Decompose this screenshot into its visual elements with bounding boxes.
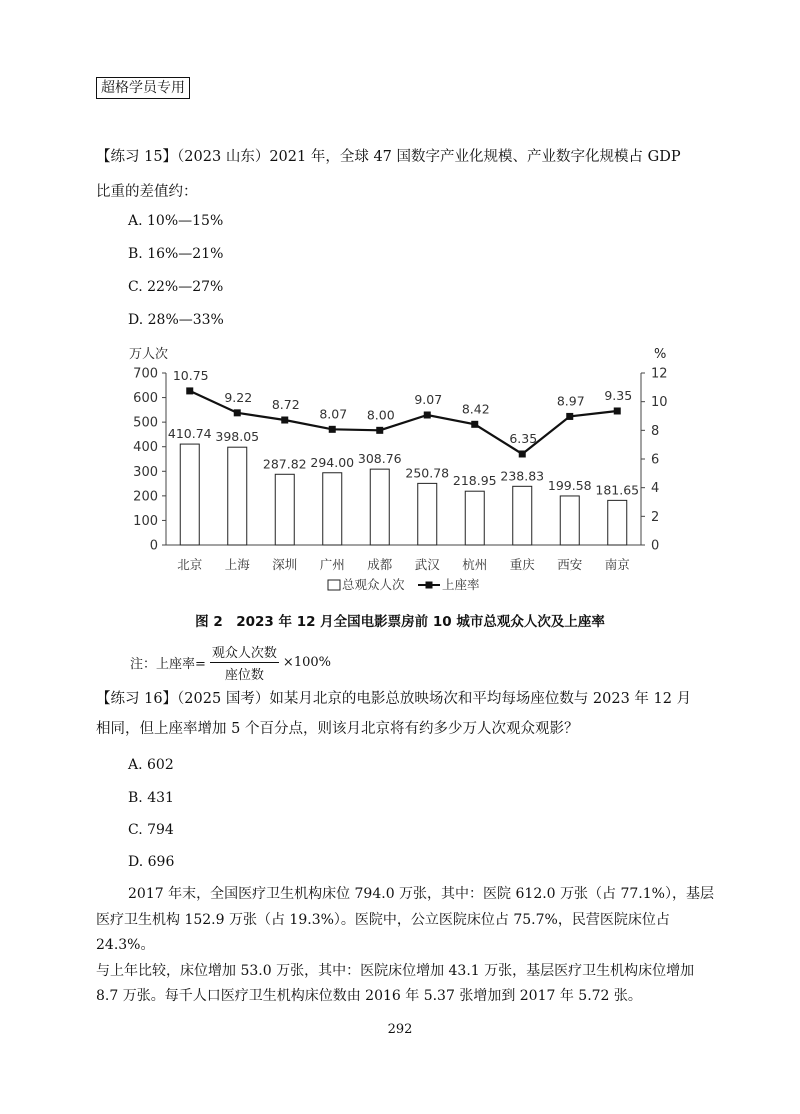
material-line-1: 2017 年末，全国医疗卫生机构床位 794.0 万张，其中：医院 612.0 万张（占 77.1%），基层 <box>128 886 714 902</box>
right-tick-label: 10 <box>651 395 668 411</box>
legend-line-marker <box>426 582 433 589</box>
bar <box>275 474 294 545</box>
question-15-line-1: 【练习 15】（2023 山东）2021 年，全球 47 国数字产业化规模、产业数字化规模占 GDP <box>96 149 681 165</box>
question-15-option-a: A. 10%—15% <box>128 213 224 229</box>
line-value-label: 9.07 <box>414 391 443 407</box>
bar-value-label: 238.83 <box>500 468 545 484</box>
question-16-stem <box>96 688 716 740</box>
right-tick-label: 0 <box>651 538 660 554</box>
formula-note <box>130 642 331 683</box>
line-value-label: 8.07 <box>319 406 348 422</box>
line-point <box>519 450 526 457</box>
left-tick-label: 300 <box>133 464 158 480</box>
left-axis-title: 万人次 <box>129 347 169 362</box>
left-tick-label: 700 <box>133 366 158 382</box>
bar <box>465 491 484 545</box>
bar-value-label: 199.58 <box>547 477 592 493</box>
line-point <box>234 409 241 416</box>
question-15-option-d: D. 28%—33% <box>128 312 224 328</box>
bar-value-label: 294.00 <box>310 454 355 470</box>
right-tick-label: 6 <box>651 452 660 468</box>
line-value-label: 8.97 <box>556 393 585 409</box>
category-label: 广州 <box>319 557 345 572</box>
bar <box>228 447 247 545</box>
bar <box>370 469 389 545</box>
bar-value-label: 250.78 <box>405 465 450 481</box>
category-label: 杭州 <box>462 557 488 572</box>
bar-value-label: 398.05 <box>215 429 260 445</box>
category-label: 南京 <box>604 557 630 572</box>
line-value-label: 10.75 <box>172 367 209 383</box>
legend-line-label: 上座率 <box>442 577 480 592</box>
left-tick-label: 100 <box>133 513 158 529</box>
left-tick-label: 400 <box>133 440 158 456</box>
category-label: 成都 <box>367 557 393 572</box>
page-number: 292 <box>387 1022 413 1037</box>
line-point <box>281 417 288 424</box>
category-label: 武汉 <box>414 557 440 572</box>
bar-value-label: 308.76 <box>357 451 402 467</box>
bar <box>560 496 579 545</box>
question-16-option-b: B. 431 <box>128 790 174 806</box>
bar-value-label: 410.74 <box>167 426 212 442</box>
category-label: 西安 <box>557 557 583 572</box>
chart-canvas <box>96 340 716 602</box>
category-label: 深圳 <box>272 557 298 572</box>
category-label: 重庆 <box>509 557 535 572</box>
question-16-option-c: C. 794 <box>128 822 174 838</box>
bar-value-label: 181.65 <box>595 482 640 498</box>
line-point <box>471 421 478 428</box>
line-value-label: 8.42 <box>461 401 490 417</box>
line-point <box>376 427 383 434</box>
line-value-label: 8.72 <box>271 397 300 413</box>
left-tick-label: 600 <box>133 391 158 407</box>
bar-value-label: 287.82 <box>262 456 307 472</box>
question-15-line-2: 比重的差值约： <box>96 184 198 200</box>
category-label: 上海 <box>224 557 250 572</box>
right-tick-label: 2 <box>651 509 660 525</box>
line-value-label: 8.00 <box>366 407 395 423</box>
line-point <box>329 426 336 433</box>
bar <box>418 483 437 545</box>
question-16-line-1: 【练习 16】（2025 国考）如某月北京的电影总放映场次和平均每场座位数与 2023 年 12 月 <box>96 691 692 707</box>
legend-bar-label: 总观众人次 <box>342 577 405 592</box>
formula-prefix: 注：上座率= <box>130 657 206 672</box>
question-15-stem <box>96 146 716 203</box>
material-line-2: 医疗卫生机构 152.9 万张（占 19.3%）。医院中，公立医院床位占 75.7%，民营医院床位占 24.3%。 <box>96 911 670 953</box>
cinema-chart <box>96 340 716 602</box>
formula-fraction <box>210 642 279 683</box>
question-15-option-b: B. 16%—21% <box>128 246 224 262</box>
formula-denominator: 座位数 <box>224 668 264 683</box>
line-point <box>566 413 573 420</box>
bar <box>323 473 342 545</box>
bar <box>513 486 532 545</box>
legend-bar-swatch <box>328 580 340 590</box>
left-tick-label: 200 <box>133 489 158 505</box>
line-value-label: 9.22 <box>224 389 253 405</box>
line-value-label: 9.35 <box>604 387 633 403</box>
line-point <box>186 387 193 394</box>
right-tick-label: 8 <box>651 423 660 439</box>
line-point <box>424 411 431 418</box>
formula-numerator: 观众人次数 <box>210 642 279 663</box>
question-16-option-d: D. 696 <box>128 854 175 870</box>
bar <box>608 500 627 545</box>
line-point <box>614 407 621 414</box>
category-label: 北京 <box>177 557 203 572</box>
right-tick-label: 4 <box>651 481 660 497</box>
bar-value-label: 218.95 <box>452 473 497 489</box>
right-axis-title: % <box>654 347 667 362</box>
bar <box>180 444 199 545</box>
occupancy-line <box>190 391 618 454</box>
material-line-3: 与上年比较，床位增加 53.0 万张，其中：医院床位增加 43.1 万张，基层医疗卫生机构床位增加 <box>96 962 695 979</box>
chart-caption: 图 2 2023 年 12 月全国电影票房前 10 城市总观众人次及上座率 <box>195 614 605 630</box>
left-tick-label: 0 <box>149 538 158 554</box>
question-16-option-a: A. 602 <box>128 757 174 773</box>
material-paragraph <box>96 882 720 1010</box>
question-15-option-c: C. 22%—27% <box>128 279 224 295</box>
left-tick-label: 500 <box>133 415 158 431</box>
material-line-4: 8.7 万张。每千人口医疗卫生机构床位数由 2016 年 5.37 张增加到 2017 年 5.72 张。 <box>96 988 642 1004</box>
line-value-label: 6.35 <box>509 430 538 446</box>
student-only-stamp: 超格学员专用 <box>96 77 190 99</box>
question-16-line-2: 相同，但上座率增加 5 个百分点，则该月北京将有约多少万人次观众观影？ <box>96 721 579 737</box>
formula-suffix: ×100% <box>282 655 331 670</box>
right-tick-label: 12 <box>651 366 668 382</box>
